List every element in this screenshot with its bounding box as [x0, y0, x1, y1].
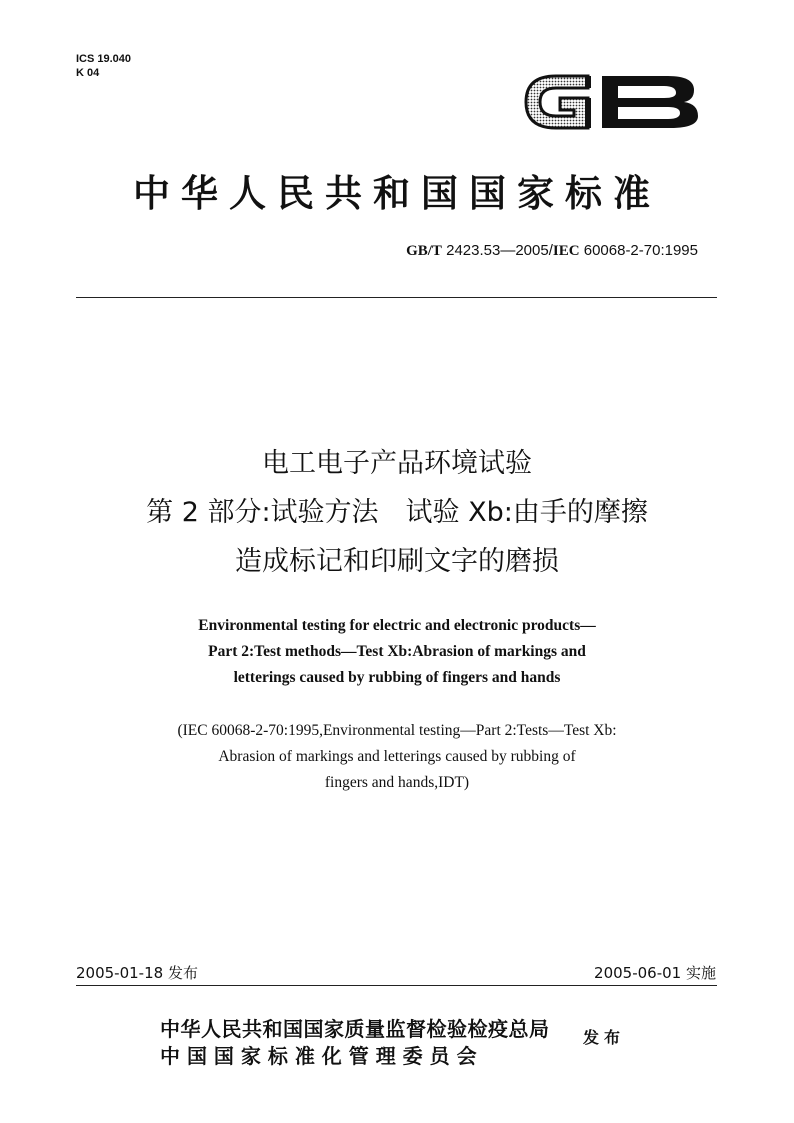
iec-reference-line-2: Abrasion of markings and letterings caused by rubbing of: [218, 748, 576, 765]
iec-reference-line-3: fingers and hands,IDT): [324, 774, 470, 791]
cn-title-line-2: 第 2 部分:试验方法 试验 Xb:由手的摩擦: [146, 497, 648, 528]
en-title-line-1: Environmental testing for electric and electronic products—: [198, 617, 596, 634]
ics-code: ICS 19.040: [76, 53, 132, 65]
cn-title-line-3: 造成标记和印刷文字的磨损: [235, 546, 559, 577]
ccs-code: K 04: [76, 67, 100, 79]
iec-reference-line-1: (IEC 60068-2-70:1995,Environmental testing—Part 2:Tests—Test Xb:: [177, 722, 617, 739]
issuer-line-2: 中 国 国 家 标 准 化 管 理 委 员 会: [160, 1044, 477, 1068]
en-title-line-2: Part 2:Test methods—Test Xb:Abrasion of markings and: [208, 643, 586, 660]
iec-number: 60068-2-70:1995: [579, 242, 698, 259]
en-title-line-3: letterings caused by rubbing of fingers and hands: [233, 669, 561, 686]
issuer-line-1: 中华人民共和国国家质量监督检验检疫总局: [160, 1017, 550, 1041]
issue-date: 2005-01-18 发布: [76, 964, 198, 982]
iec-prefix: IEC: [552, 243, 580, 259]
gbt-prefix: GB/T: [406, 243, 442, 259]
classification-codes: [76, 52, 131, 80]
implementation-date: 2005-06-01 实施: [594, 964, 716, 982]
country-standard-title: 中华人民共和国国家标准: [133, 171, 661, 215]
cn-title-line-1: 电工电子产品环境试验: [262, 448, 532, 479]
gbt-number: 2423.53—2005/: [441, 242, 553, 259]
top-divider: [76, 297, 717, 298]
bottom-divider: [76, 985, 717, 986]
gb-logo-text: GB: [518, 62, 520, 63]
standard-number: [406, 242, 698, 260]
issue-word: 发布: [583, 1028, 626, 1047]
gb-logo: [518, 62, 718, 142]
